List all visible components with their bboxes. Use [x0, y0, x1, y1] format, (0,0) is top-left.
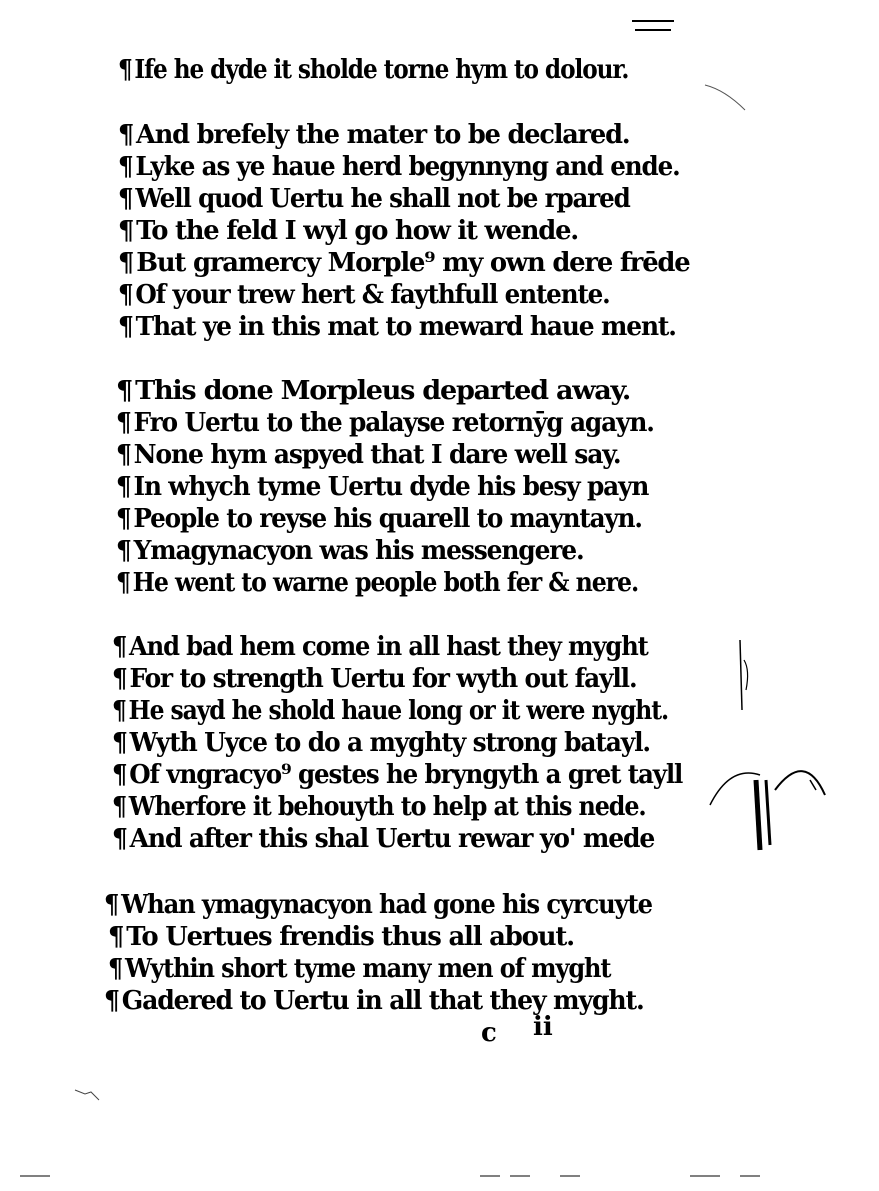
verse-line-text: He sayd he shold haue long or it were nyght.	[128, 696, 669, 726]
verse-line-text: Ife he dyde it sholde torne hym to dolour.	[134, 55, 629, 85]
verse-line-text: Whan ymagynacyon had gone his cyrcuyte	[121, 890, 652, 920]
pilcrow-icon: ¶	[116, 440, 131, 470]
pilcrow-icon: ¶	[108, 954, 123, 984]
corner-rule	[635, 29, 671, 31]
verse-line-text: None hym aspyed that I dare well say.	[133, 440, 621, 470]
verse-line	[118, 184, 630, 214]
verse-line-text: He went to warne people both fer & nere.	[132, 568, 639, 598]
pilcrow-icon: ¶	[118, 184, 133, 214]
verse-line	[116, 408, 654, 438]
verse-line-text: Gadered to Uertu in all that they myght.	[121, 986, 644, 1016]
verse-line	[108, 922, 574, 952]
verse-line	[118, 312, 676, 342]
pilcrow-icon: ¶	[118, 120, 134, 150]
verse-line	[112, 696, 668, 726]
verse-line	[116, 440, 620, 470]
margin-smudge	[700, 80, 760, 120]
stain-mark	[70, 1080, 110, 1110]
verse-line-text: And brefely the mater to be declared.	[136, 120, 630, 150]
pilcrow-icon: ¶	[104, 986, 119, 1016]
signature-mark: c	[481, 1018, 497, 1048]
verse-line	[118, 152, 680, 182]
pilcrow-icon: ¶	[112, 696, 126, 726]
verse-line-text: This done Morpleus departed away.	[135, 376, 631, 406]
pilcrow-icon: ¶	[112, 664, 127, 694]
pilcrow-icon: ¶	[116, 568, 130, 598]
bottom-edge-marks	[0, 1172, 879, 1180]
verse-line	[116, 376, 630, 406]
pilcrow-icon: ¶	[116, 472, 131, 502]
pilcrow-icon: ¶	[112, 632, 127, 662]
verse-line	[116, 536, 584, 566]
verse-line-text: Wherfore it behouyth to help at this nede.	[128, 792, 646, 822]
verse-line	[112, 632, 648, 662]
verse-line-text: To Uertues frendis thus all about.	[126, 922, 574, 952]
pilcrow-icon: ¶	[112, 728, 127, 758]
verse-line	[112, 824, 654, 854]
verse-line	[112, 728, 650, 758]
pilcrow-icon: ¶	[112, 760, 127, 790]
verse-line-text: And bad hem come in all hast they myght	[129, 632, 648, 662]
verse-line	[116, 504, 642, 534]
verse-line	[118, 248, 690, 278]
verse-line-text: In whych tyme Uertu dyde his besy payn	[133, 472, 649, 502]
verse-line-text: But gramercy Morple⁹ my own dere frēde	[136, 248, 690, 278]
verse-line	[118, 216, 578, 246]
verse-line-text: Of vngracyo⁹ gestes he bryngyth a gret tayll	[129, 760, 683, 790]
verse-line-text: Lyke as ye haue herd begynnyng and ende.	[135, 152, 680, 182]
verse-line-text: Wyth Uyce to do a myghty strong batayl.	[129, 728, 650, 758]
pilcrow-icon: ¶	[118, 312, 133, 342]
pilcrow-icon: ¶	[116, 408, 131, 438]
verse-line-text: Of your trew hert & faythfull entente.	[135, 280, 610, 310]
corner-rule	[632, 20, 674, 22]
pilcrow-icon: ¶	[118, 55, 132, 85]
pilcrow-icon: ¶	[112, 824, 127, 854]
verse-line-text: Ymagynacyon was his messengere.	[133, 536, 584, 566]
pilcrow-icon: ¶	[118, 152, 133, 182]
verse-line	[112, 792, 646, 822]
signature-number: ii	[533, 1012, 553, 1042]
verse-line	[118, 280, 610, 310]
margin-ink-mark	[700, 630, 840, 860]
verse-line-text: That ye in this mat to meward haue ment.	[135, 312, 676, 342]
verse-line	[112, 760, 682, 790]
pilcrow-icon: ¶	[108, 922, 124, 952]
pilcrow-icon: ¶	[118, 216, 134, 246]
verse-line	[112, 664, 636, 694]
pilcrow-icon: ¶	[118, 248, 134, 278]
verse-line	[118, 55, 628, 85]
verse-line-text: Well quod Uertu he shall not be rpared	[135, 184, 630, 214]
pilcrow-icon: ¶	[116, 504, 131, 534]
verse-line-text: And after this shal Uertu rewar yo' mede	[129, 824, 655, 854]
pilcrow-icon: ¶	[104, 890, 119, 920]
verse-line	[108, 954, 610, 984]
verse-line-text: Wythin short tyme many men of myght	[124, 954, 611, 984]
verse-line	[104, 890, 652, 920]
verse-line-text: People to reyse his quarell to mayntayn.	[133, 504, 642, 534]
verse-line	[104, 986, 644, 1016]
pilcrow-icon: ¶	[118, 280, 133, 310]
verse-line-text: To the feld I wyl go how it wende.	[136, 216, 579, 246]
pilcrow-icon: ¶	[116, 376, 132, 406]
pilcrow-icon: ¶	[112, 792, 127, 822]
verse-line	[116, 568, 638, 598]
verse-line	[116, 472, 648, 502]
verse-line-text: For to strength Uertu for wyth out fayll.	[129, 664, 637, 694]
verse-line-text: Fro Uertu to the palayse retornȳg agayn.	[133, 408, 654, 438]
pilcrow-icon: ¶	[116, 536, 131, 566]
verse-line	[118, 120, 630, 150]
